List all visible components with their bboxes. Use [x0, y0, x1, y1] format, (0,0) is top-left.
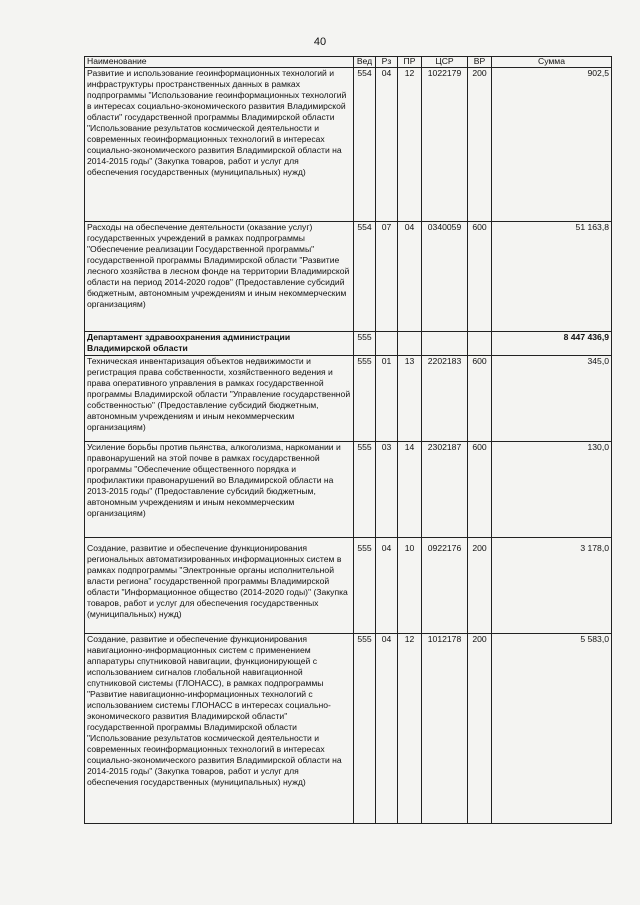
- table-row: [85, 634, 612, 824]
- row-rz: 04: [376, 538, 398, 634]
- table-row: [85, 356, 612, 442]
- row-sum: 130,0: [492, 442, 612, 538]
- row-rz: 04: [376, 634, 398, 824]
- budget-table: [84, 56, 612, 824]
- table-header-row: [85, 57, 612, 68]
- row-rz: 07: [376, 222, 398, 332]
- row-name: Создание, развитие и обеспечение функционирования региональных автоматизированных информационных систем в рамках подпрограммы "Электронные органы исполнительной власти региона" государственной программы Владимирской области "Информационное общество (2014-2020 годы)" (Закупка товаров, работ и услуг для обеспечения государственных (муниципальных) нужд): [85, 538, 354, 634]
- header-name: Наименование: [85, 57, 354, 68]
- row-name: Расходы на обеспечение деятельности (оказание услуг) государственных учреждений в рамках подпрограммы "Обеспечение реализации Государственной программы" государственной программы Владимирской области "Развитие лесного хозяйства в лесном фонде на территории Владимирской области на период 2014-2020 годов" (Предоставление субсидий бюджетным, автономным учреждениям и иным некоммерческим организациям): [85, 222, 354, 332]
- table-row: [85, 222, 612, 332]
- row-vr: 600: [468, 222, 492, 332]
- row-pr: 12: [398, 68, 422, 222]
- row-csr: 0340059: [422, 222, 468, 332]
- row-vr: 600: [468, 442, 492, 538]
- row-name: Создание, развитие и обеспечение функционирования навигационно-информационных систем с применением аппаратуры спутниковой навигации, функционирующей с использованием сигналов глобальной навигационной спутниковой системы (ГЛОНАСС), в рамках подпрограммы "Развитие навигационно-информационных технологий с использованием системы ГЛОНАСС в интересах социально-экономического развития Владимирской области" государственной программы Владимирской области "Использование результатов космической деятельности и современных геоинформационных технологий в интересах социально-экономического развития Владимирской области на 2014-2015 годы" (Закупка товаров, работ и услуг для обеспечения государственных (муниципальных) нужд): [85, 634, 354, 824]
- table-row: [85, 442, 612, 538]
- row-csr: 0922176: [422, 538, 468, 634]
- department-name: Департамент здравоохранения администрации Владимирской области: [85, 332, 354, 356]
- row-sum: 345,0: [492, 356, 612, 442]
- row-pr: 14: [398, 442, 422, 538]
- row-rz: 04: [376, 68, 398, 222]
- row-sum: 51 163,8: [492, 222, 612, 332]
- row-ved: 555: [354, 538, 376, 634]
- header-vr: ВР: [468, 57, 492, 68]
- row-ved: 555: [354, 356, 376, 442]
- row-sum: 5 583,0: [492, 634, 612, 824]
- row-vr: 200: [468, 538, 492, 634]
- table-row: [85, 538, 612, 634]
- row-rz: 01: [376, 356, 398, 442]
- row-name: Усиление борьбы против пьянства, алкоголизма, наркомании и правонарушений на этой почве в рамках государственной программы "Обеспечение общественного порядка и профилактики правонарушений во Владимирской области на 2013-2015 годы" (Предоставление субсидий бюджетным, автономным учреждениям и иным некоммерческим организациям): [85, 442, 354, 538]
- row-csr: 2302187: [422, 442, 468, 538]
- header-pr: ПР: [398, 57, 422, 68]
- row-ved: 555: [354, 634, 376, 824]
- row-ved: 554: [354, 222, 376, 332]
- row-csr: [422, 332, 468, 356]
- row-vr: 600: [468, 356, 492, 442]
- row-vr: 200: [468, 634, 492, 824]
- row-vr: 200: [468, 68, 492, 222]
- row-name: Техническая инвентаризация объектов недвижимости и регистрация права собственности, хозяйственного ведения и права оперативного управления в рамках государственной программы Владимирской области "Управление государственной собственностью" (Предоставление субсидий бюджетным, автономным учреждениям и иным некоммерческим организациям): [85, 356, 354, 442]
- row-csr: 2202183: [422, 356, 468, 442]
- row-rz: [376, 332, 398, 356]
- row-pr: 10: [398, 538, 422, 634]
- row-pr: [398, 332, 422, 356]
- row-pr: 13: [398, 356, 422, 442]
- row-ved: 555: [354, 442, 376, 538]
- row-sum: 902,5: [492, 68, 612, 222]
- table-row-department: [85, 332, 612, 356]
- page-number: 40: [313, 36, 327, 48]
- row-csr: 1012178: [422, 634, 468, 824]
- row-pr: 12: [398, 634, 422, 824]
- header-rz: Рз: [376, 57, 398, 68]
- row-name: Развитие и использование геоинформационных технологий и инфраструктуры пространственных данных в рамках подпрограммы "Использование геоинформационных технологий в интересах социально-экономического развития Владимирской области" государственной программы Владимирской области "Использование результатов космической деятельности и современных геоинформационных технологий в интересах социально-экономического развития Владимирской области на 2014-2015 годы" (Закупка товаров, работ и услуг для обеспечения государственных (муниципальных) нужд): [85, 68, 354, 222]
- row-rz: 03: [376, 442, 398, 538]
- row-csr: 1022179: [422, 68, 468, 222]
- department-sum: 8 447 436,9: [492, 332, 612, 356]
- row-ved: 554: [354, 68, 376, 222]
- row-ved: 555: [354, 332, 376, 356]
- header-ved: Вед: [354, 57, 376, 68]
- row-pr: 04: [398, 222, 422, 332]
- table-row: [85, 68, 612, 222]
- row-vr: [468, 332, 492, 356]
- row-sum: 3 178,0: [492, 538, 612, 634]
- header-sum: Сумма: [492, 57, 612, 68]
- header-csr: ЦСР: [422, 57, 468, 68]
